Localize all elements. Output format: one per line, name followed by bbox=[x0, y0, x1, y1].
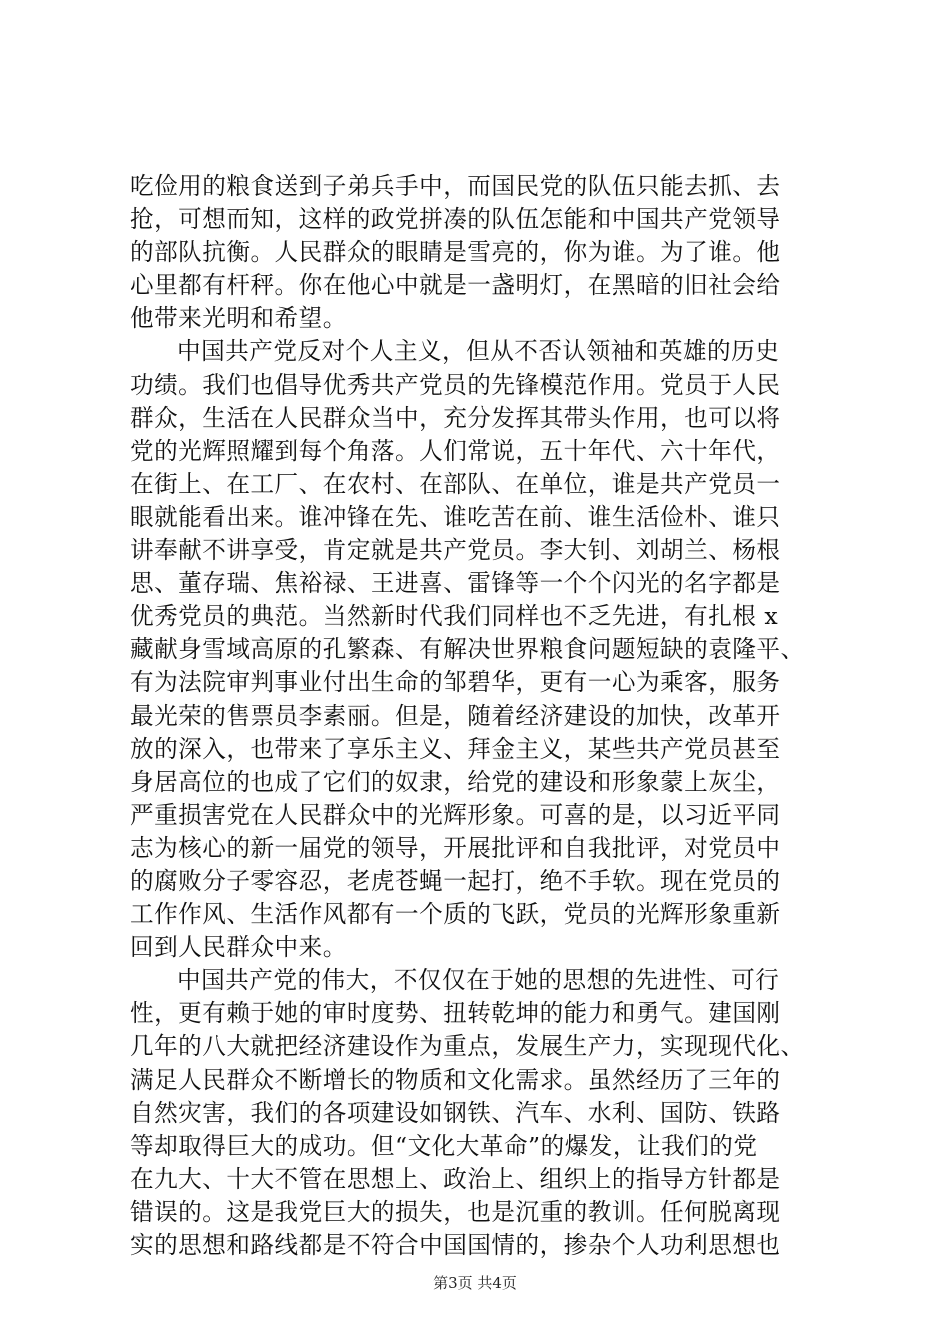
text-line: 几年的八大就把经济建设作为重点，发展生产力，实现现代化、 bbox=[130, 1032, 805, 1061]
text-line: 的腐败分子零容忍，老虎苍蝇一起打，绝不手软。现在党员的 bbox=[130, 866, 781, 895]
text-line: 思、董存瑞、焦裕禄、王进喜、雷锋等一个个闪光的名字都是 bbox=[130, 569, 781, 598]
page-footer: 第3页 共4页 bbox=[433, 1274, 517, 1292]
text-line: 的部队抗衡。人民群众的眼睛是雪亮的，你为谁。为了谁。他 bbox=[130, 238, 781, 267]
text-line: 抢，可想而知，这样的政党拼凑的队伍怎能和中国共产党领导 bbox=[130, 205, 781, 234]
text-line: 中国共产党反对个人主义，但从不否认领袖和英雄的历史 bbox=[177, 337, 780, 366]
text-line: 藏献身雪域高原的孔繁森、有解决世界粮食问题短缺的袁隆平、 bbox=[130, 635, 805, 664]
text-line: 错误的。这是我党巨大的损失，也是沉重的教训。任何脱离现 bbox=[130, 1197, 781, 1226]
text-line: 他带来光明和希望。 bbox=[130, 304, 347, 333]
text-line: 眼就能看出来。谁冲锋在先、谁吃苦在前、谁生活俭朴、谁只 bbox=[130, 502, 781, 531]
text-line: 最光荣的售票员李素丽。但是，随着经济建设的加快，改革开 bbox=[130, 701, 781, 730]
text-line: 满足人民群众不断增长的物质和文化需求。虽然经历了三年的 bbox=[130, 1065, 781, 1094]
text-line: 身居高位的也成了它们的奴隶，给党的建设和形象蒙上灰尘， bbox=[130, 767, 781, 796]
text-line: 吃俭用的粮食送到子弟兵手中，而国民党的队伍只能去抓、去 bbox=[130, 172, 781, 200]
text-line: 性，更有赖于她的审时度势、扭转乾坤的能力和勇气。建国刚 bbox=[130, 999, 781, 1028]
text-line: 党的光辉照耀到每个角落。人们常说，五十年代、六十年代， bbox=[130, 436, 781, 465]
text-line: 群众，生活在人民群众当中，充分发挥其带头作用，也可以将 bbox=[130, 403, 781, 432]
text-line: 在街上、在工厂、在农村、在部队、在单位，谁是共产党员一 bbox=[130, 469, 781, 498]
text-line: 讲奉献不讲享受，肯定就是共产党员。李大钊、刘胡兰、杨根 bbox=[130, 536, 781, 565]
text-line: 志为核心的新一届党的领导，开展批评和自我批评，对党员中 bbox=[130, 833, 781, 862]
text-line: 严重损害党在人民群众中的光辉形象。可喜的是，以习近平同 bbox=[130, 800, 781, 829]
text-line: 心里都有杆秤。你在他心中就是一盏明灯，在黑暗的旧社会给 bbox=[130, 271, 781, 300]
text-line: 工作作风、生活作风都有一个质的飞跃，党员的光辉形象重新 bbox=[130, 900, 781, 929]
text-line: 放的深入，也带来了享乐主义、拜金主义，某些共产党员甚至 bbox=[130, 734, 781, 763]
text-line: 功绩。我们也倡导优秀共产党员的先锋模范作用。党员于人民 bbox=[130, 370, 781, 399]
text-line: 中国共产党的伟大，不仅仅在于她的思想的先进性、可行 bbox=[177, 966, 780, 995]
text-line: 等却取得巨大的成功。但“文化大革命”的爆发，让我们的党 bbox=[130, 1131, 758, 1160]
text-line: 有为法院审判事业付出生命的邹碧华，更有一心为乘客，服务 bbox=[130, 668, 781, 697]
text-line: 回到人民群众中来。 bbox=[130, 933, 347, 962]
text-line: 在九大、十大不管在思想上、政治上、组织上的指导方针都是 bbox=[130, 1164, 781, 1193]
document-body bbox=[130, 170, 830, 1262]
text-line: 自然灾害，我们的各项建设如钢铁、汽车、水利、国防、铁路 bbox=[130, 1098, 781, 1127]
text-line: 优秀党员的典范。当然新时代我们同样也不乏先进，有扎根 x bbox=[130, 602, 779, 631]
text-line: 实的思想和路线都是不符合中国国情的，掺杂个人功利思想也 bbox=[130, 1231, 781, 1259]
